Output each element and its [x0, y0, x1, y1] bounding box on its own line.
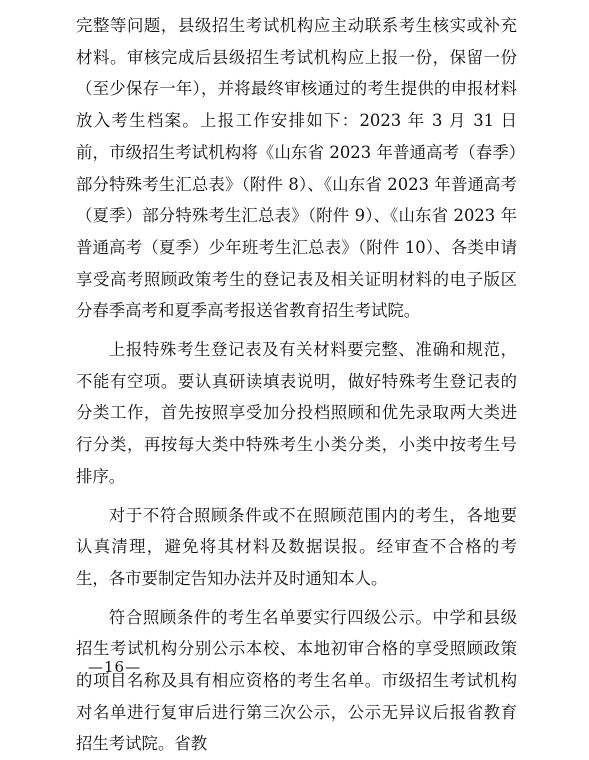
- paragraph-public-notice: 符合照顾条件的考生名单要实行四级公示。中学和县级招生考试机构分别公示本校、本地初审合格的享受照顾政策的项目名称及具有相应资格的考生名单。市级招生考试机构对名单进行复审后进行第三次公示，公示无异议后报省教育招生考试院。省教: [76, 607, 517, 754]
- paragraph-continuation: 完整等问题，县级招生考试机构应主动联系考生核实或补充材料。审核完成后县级招生考试机构应上报一份，保留一份（至少保存一年），并将最终审核通过的考生提供的申报材料放入考生档案。上报工作安排如下：2023 年 3 月 31 日前，市级招生考试机构将《山东省 2023 年普通高考（春季）部分特殊考生汇总表》（附件 8）、《山东省 2023 年普通高考（夏季）部分特殊考生汇总表》（附件 9）、《山东省 2023 年普通高考（夏季）少年班考生汇总表》（附件 10）、各类申请享受高考照顾政策考生的登记表及相关证明材料的电子版区分春季高考和夏季高考报送省教育招生考试院。: [76, 16, 517, 321]
- page-number: —16—: [88, 658, 142, 676]
- paragraph-report-requirements: 上报特殊考生登记表及有关材料要完整、准确和规范，不能有空项。要认真研读填表说明，做好特殊考生登记表的分类工作，首先按照享受加分投档照顾和优先录取两大类进行分类，再按每大类中特殊考生小类分类，小类中按考生号排序。: [76, 340, 517, 486]
- body-text: [76, 10, 517, 760]
- paragraph-ineligible-students: 对于不符合照顾条件或不在照顾范围内的考生，各地要认真清理，避免将其材料及数据误报。经审查不合格的考生，各市要制定告知办法并及时通知本人。: [76, 505, 517, 588]
